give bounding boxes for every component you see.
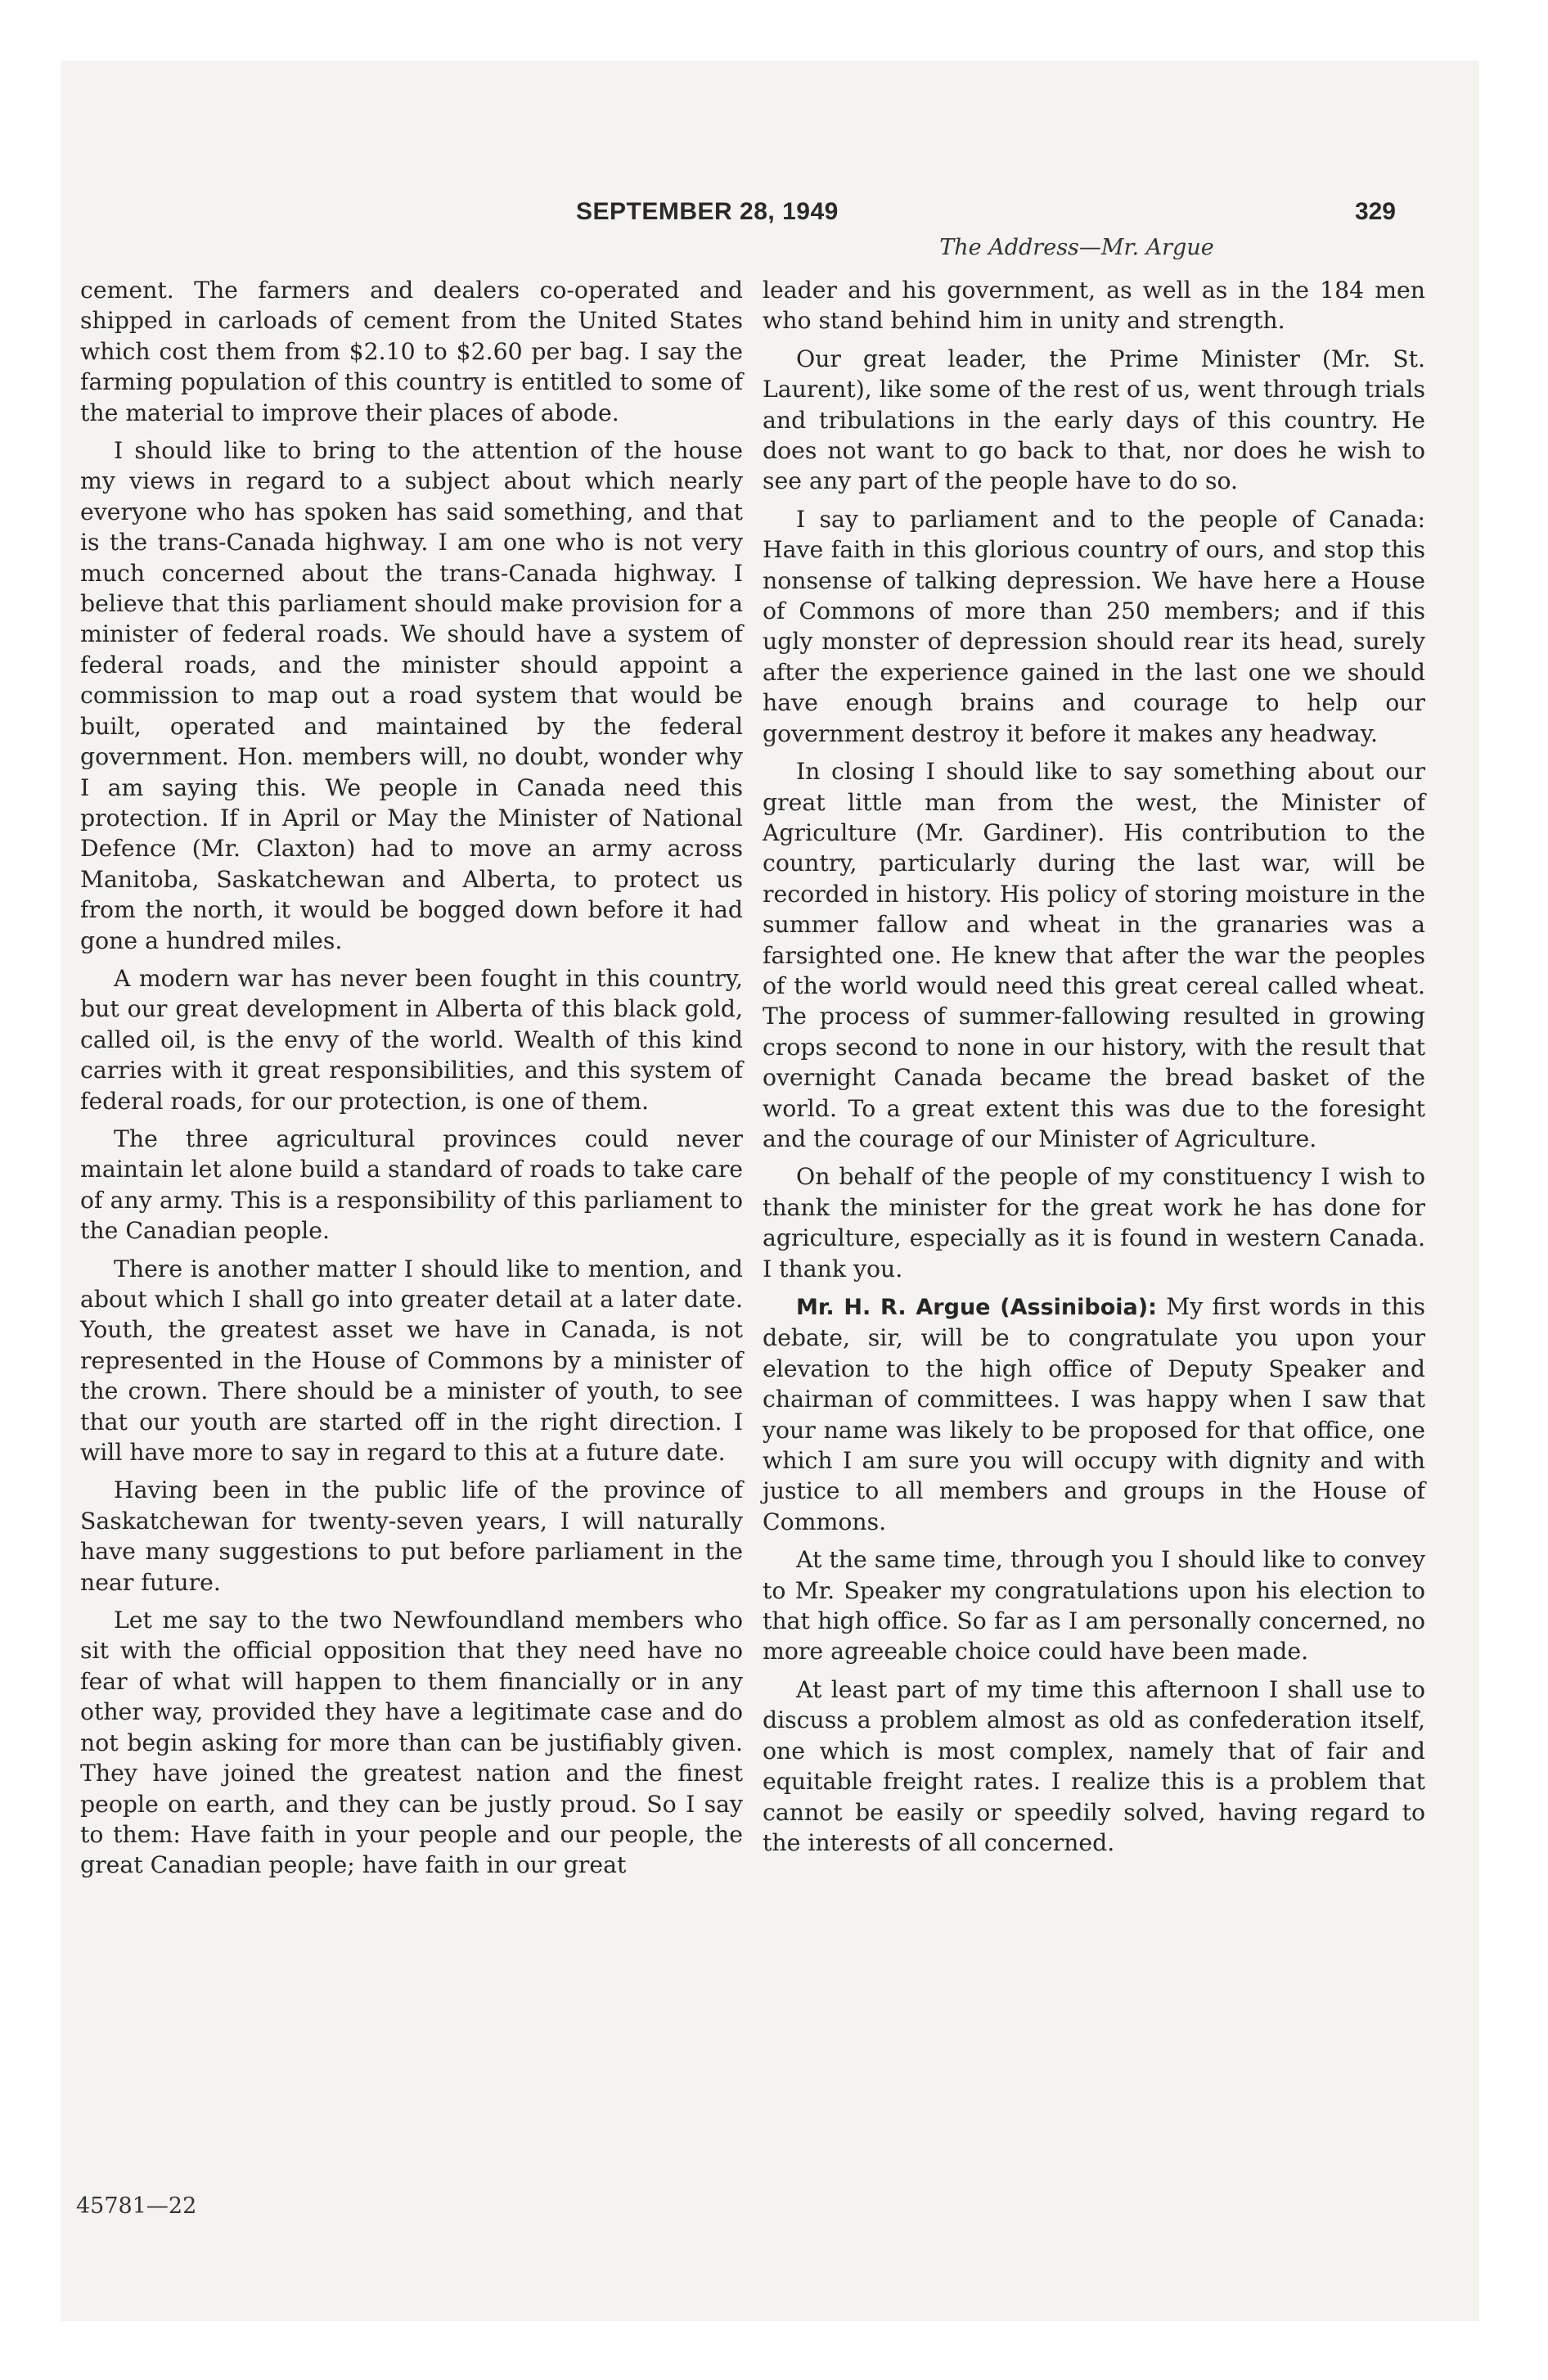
paragraph: I say to parliament and to the people of Canada: Have faith in this glorious country of ours, and stop this nonsense of talking depression. We have here a House of Commons of more than 250 members; and if this ugly monster of depression should rear its head, surely after the experience gained in the last one we should have enough brains and courage to help our government destroy it before it makes any headway.: [763, 505, 1425, 747]
paragraph: A modern war has never been fought in this country, but our great development in Alberta of this black gold, called oil, is the envy of the world. Wealth of this kind carries with it great responsibilities, and this system of federal roads, for our protection, is one of them.: [80, 964, 743, 1115]
left-column: [80, 275, 743, 1888]
paragraph: At the same time, through you I should like to convey to Mr. Speaker my congratulations upon his election to that high office. So far as I am personally concerned, no more agreeable choice could have been made.: [763, 1546, 1425, 1666]
paragraph: leader and his government, as well as in the 184 men who stand behind him in unity and strength.: [763, 277, 1425, 335]
document-page: [61, 61, 1479, 2321]
paragraph: At least part of my time this afternoon I shall use to discuss a problem almost as old as confederation itself, one which is most complex, namely that of fair and equitable freight rates. I realize this is a problem that cannot be easily or speedily solved, having regard to the interests of all concerned.: [763, 1675, 1425, 1856]
header-date: SEPTEMBER 28, 1949: [576, 198, 839, 225]
speaker-text: My first words in this debate, sir, will be to congratulate you upon your elevation to the high office of Deputy Speaker and chairman of committees. I was happy when I saw that your name was likely to be proposed for that office, one which I am sure you will occupy with dignity and with justice to all members and groups in the House of Commons.: [763, 1293, 1426, 1535]
paragraph: Let me say to the two Newfoundland members who sit with the official opposition that they need have no fear of what will happen to them financially or in any other way, provided they have a legitimate case and do not begin asking for more than can be justifiably given. They have joined the greatest nation and the finest people on earth, and they can be justly proud. So I say to them: Have faith in your people and our people, the great Canadian people; have faith in our great: [80, 1607, 743, 1879]
printer-signature: 45781—22: [76, 2193, 197, 2219]
paragraph: In closing I should like to say something about our great little man from the west, the Minister of Agriculture (Mr. Gardiner). His contribution to the country, particularly during the last war, will be recorded in history. His policy of storing moisture in the summer fallow and wheat in the granaries was a farsighted one. He knew that after the war the peoples of the world would need this great cereal called wheat. The process of summer-fallowing resulted in growing crops second to none in our history, with the result that overnight Canada became the bread basket of the world. To a great extent this was due to the foresight and the courage of our Minister of Agriculture.: [763, 758, 1425, 1152]
speaker-paragraph: [763, 1291, 1425, 1537]
speaker-name: Mr. H. R. Argue (Assiniboia):: [796, 1295, 1157, 1320]
page-number: 329: [1354, 198, 1396, 225]
paragraph: I should like to bring to the attention of the house my views in regard to a subject about which nearly everyone who has spoken has said something, and that is the trans-Canada highway. I am one who is not very much concerned about the trans-Canada highway. I believe that this parliament should make provision for a minister of federal roads. We should have a system of federal roads, and the minister should appoint a commission to map out a road system that would be built, operated and maintained by the federal government. Hon. members will, no doubt, wonder why I am saying this. We people in Canada need this protection. If in April or May the Minister of National Defence (Mr. Claxton) had to move an army across Manitoba, Saskatchewan and Alberta, to protect us from the north, it would be bogged down before it had gone a hundred miles.: [80, 437, 743, 954]
paragraph: On behalf of the people of my constituency I wish to thank the minister for the great work he has done for agriculture, especially as it is found in western Canada. I thank you.: [763, 1163, 1425, 1282]
page-header: [61, 198, 1479, 231]
paragraph: The three agricultural provinces could never maintain let alone build a standard of roads to take care of any army. This is a responsibility of this parliament to the Canadian people.: [80, 1125, 743, 1245]
paragraph: cement. The farmers and dealers co-operated and shipped in carloads of cement from the United States which cost them from $2.10 to $2.60 per bag. I say the farming population of this country is entitled to some of the material to improve their places of abode.: [80, 277, 743, 426]
paragraph: Having been in the public life of the province of Saskatchewan for twenty-seven years, I will naturally have many suggestions to put before parliament in the near future.: [80, 1476, 743, 1596]
paragraph: There is another matter I should like to mention, and about which I shall go into greater detail at a later date. Youth, the greatest asset we have in Canada, is not represented in the House of Commons by a minister of the crown. There should be a minister of youth, to see that our youth are started off in the right direction. I will have more to say in regard to this at a future date.: [80, 1255, 743, 1467]
paragraph: Our great leader, the Prime Minister (Mr. St. Laurent), like some of the rest of us, went through trials and tribulations in the early days of this country. He does not want to go back to that, nor does he wish to see any part of the people have to do so.: [763, 345, 1425, 495]
right-column: [763, 275, 1425, 1865]
running-head: The Address—Mr. Argue: [939, 235, 1214, 260]
